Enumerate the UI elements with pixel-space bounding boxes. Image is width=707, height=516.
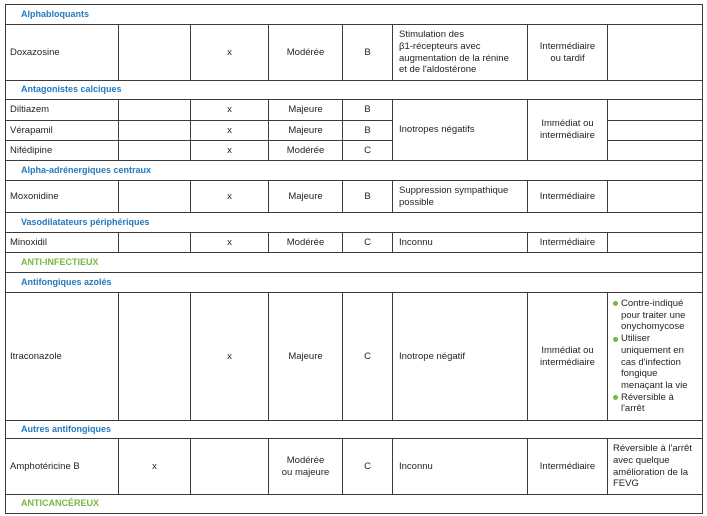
subclass-heading-row [6, 421, 703, 439]
onset: Immédiat ou intermédiaire [528, 293, 608, 421]
comments: Réversible à l'arrêt avec quelque amélioration de la FEVG [608, 439, 703, 495]
drug-name: Nifédipine [6, 141, 119, 161]
evidence-level: C [343, 233, 393, 253]
direct-toxicity-mark [119, 141, 191, 161]
comments [608, 181, 703, 213]
mechanism: Inconnu [393, 439, 528, 495]
drug-row [6, 233, 703, 253]
drug-row [6, 293, 703, 421]
shared-onset: Immédiat ou intermédiaire [528, 100, 608, 161]
exacerbation-mark: x [191, 293, 269, 421]
magnitude: Modérée [269, 25, 343, 81]
evidence-level: B [343, 121, 393, 141]
bullet-dot-icon [613, 337, 618, 342]
comments [608, 293, 703, 421]
mechanism: Inconnu [393, 233, 528, 253]
evidence-level: C [343, 439, 393, 495]
onset: Intermédiaire [528, 233, 608, 253]
direct-toxicity-mark [119, 121, 191, 141]
direct-toxicity-mark: x [119, 439, 191, 495]
drug-name: Amphotéricine B [6, 439, 119, 495]
category-heading: ANTICANCÉREUX [6, 495, 703, 514]
direct-toxicity-mark [119, 181, 191, 213]
subclass-heading-row [6, 81, 703, 100]
subclass-heading: Antifongiques azolés [6, 273, 703, 293]
comment-text: Contre-indiqué pour traiter une onychomycose [621, 297, 686, 333]
subclass-heading-row [6, 213, 703, 233]
evidence-level: B [343, 181, 393, 213]
drug-name: Minoxidil [6, 233, 119, 253]
evidence-level: C [343, 141, 393, 161]
drug-table [5, 4, 703, 514]
category-heading-row [6, 253, 703, 273]
magnitude: Majeure [269, 100, 343, 121]
magnitude: Majeure [269, 181, 343, 213]
comments [608, 100, 703, 121]
magnitude: Modérée [269, 233, 343, 253]
magnitude: Majeure [269, 293, 343, 421]
comments [608, 25, 703, 81]
drug-row [6, 25, 703, 81]
direct-toxicity-mark [119, 233, 191, 253]
subclass-heading-row [6, 161, 703, 181]
evidence-level: C [343, 293, 393, 421]
onset: Intermédiaire ou tardif [528, 25, 608, 81]
mechanism: Suppression sympathique possible [393, 181, 528, 213]
exacerbation-mark: x [191, 181, 269, 213]
subclass-heading-row [6, 5, 703, 25]
category-heading: ANTI-INFECTIEUX [6, 253, 703, 273]
evidence-level: B [343, 25, 393, 81]
subclass-heading: Alpha-adrénergiques centraux [6, 161, 703, 181]
comment-text: Réversible à l'arrêt [621, 391, 674, 415]
subclass-heading: Alphabloquants [6, 5, 703, 25]
magnitude: Modérée ou majeure [269, 439, 343, 495]
comment-text: Utiliser uniquement en cas d'infection fongique menaçant la vie [621, 333, 688, 391]
drug-row [6, 439, 703, 495]
mechanism: Stimulation des β1-récepteurs avec augmentation de la rénine et de l'aldostérone [393, 25, 528, 81]
drug-name: Diltiazem [6, 100, 119, 121]
comments [608, 233, 703, 253]
magnitude: Modérée [269, 141, 343, 161]
direct-toxicity-mark [119, 293, 191, 421]
bullet-dot-icon [613, 301, 618, 306]
onset: Intermédiaire [528, 181, 608, 213]
comment-bullet-item [613, 392, 700, 415]
drug-name: Itraconazole [6, 293, 119, 421]
mechanism: Inotrope négatif [393, 293, 528, 421]
direct-toxicity-mark [119, 100, 191, 121]
comment-bullet-item [613, 298, 700, 333]
subclass-heading: Vasodilatateurs périphériques [6, 213, 703, 233]
subclass-heading: Autres antifongiques [6, 421, 703, 439]
evidence-level: B [343, 100, 393, 121]
magnitude: Majeure [269, 121, 343, 141]
category-heading-row [6, 495, 703, 514]
drug-name: Doxazosine [6, 25, 119, 81]
exacerbation-mark: x [191, 141, 269, 161]
drug-name: Moxonidine [6, 181, 119, 213]
subclass-heading: Antagonistes calciques [6, 81, 703, 100]
direct-toxicity-mark [119, 25, 191, 81]
drug-row [6, 100, 703, 121]
exacerbation-mark: x [191, 121, 269, 141]
exacerbation-mark: x [191, 100, 269, 121]
exacerbation-mark: x [191, 25, 269, 81]
drug-row [6, 181, 703, 213]
shared-mechanism: Inotropes négatifs [393, 100, 528, 161]
exacerbation-mark: x [191, 233, 269, 253]
onset: Intermédiaire [528, 439, 608, 495]
comments [608, 121, 703, 141]
bullet-dot-icon [613, 395, 618, 400]
exacerbation-mark [191, 439, 269, 495]
subclass-heading-row [6, 273, 703, 293]
comment-bullet-item [613, 333, 700, 392]
comments [608, 141, 703, 161]
drug-name: Vérapamil [6, 121, 119, 141]
